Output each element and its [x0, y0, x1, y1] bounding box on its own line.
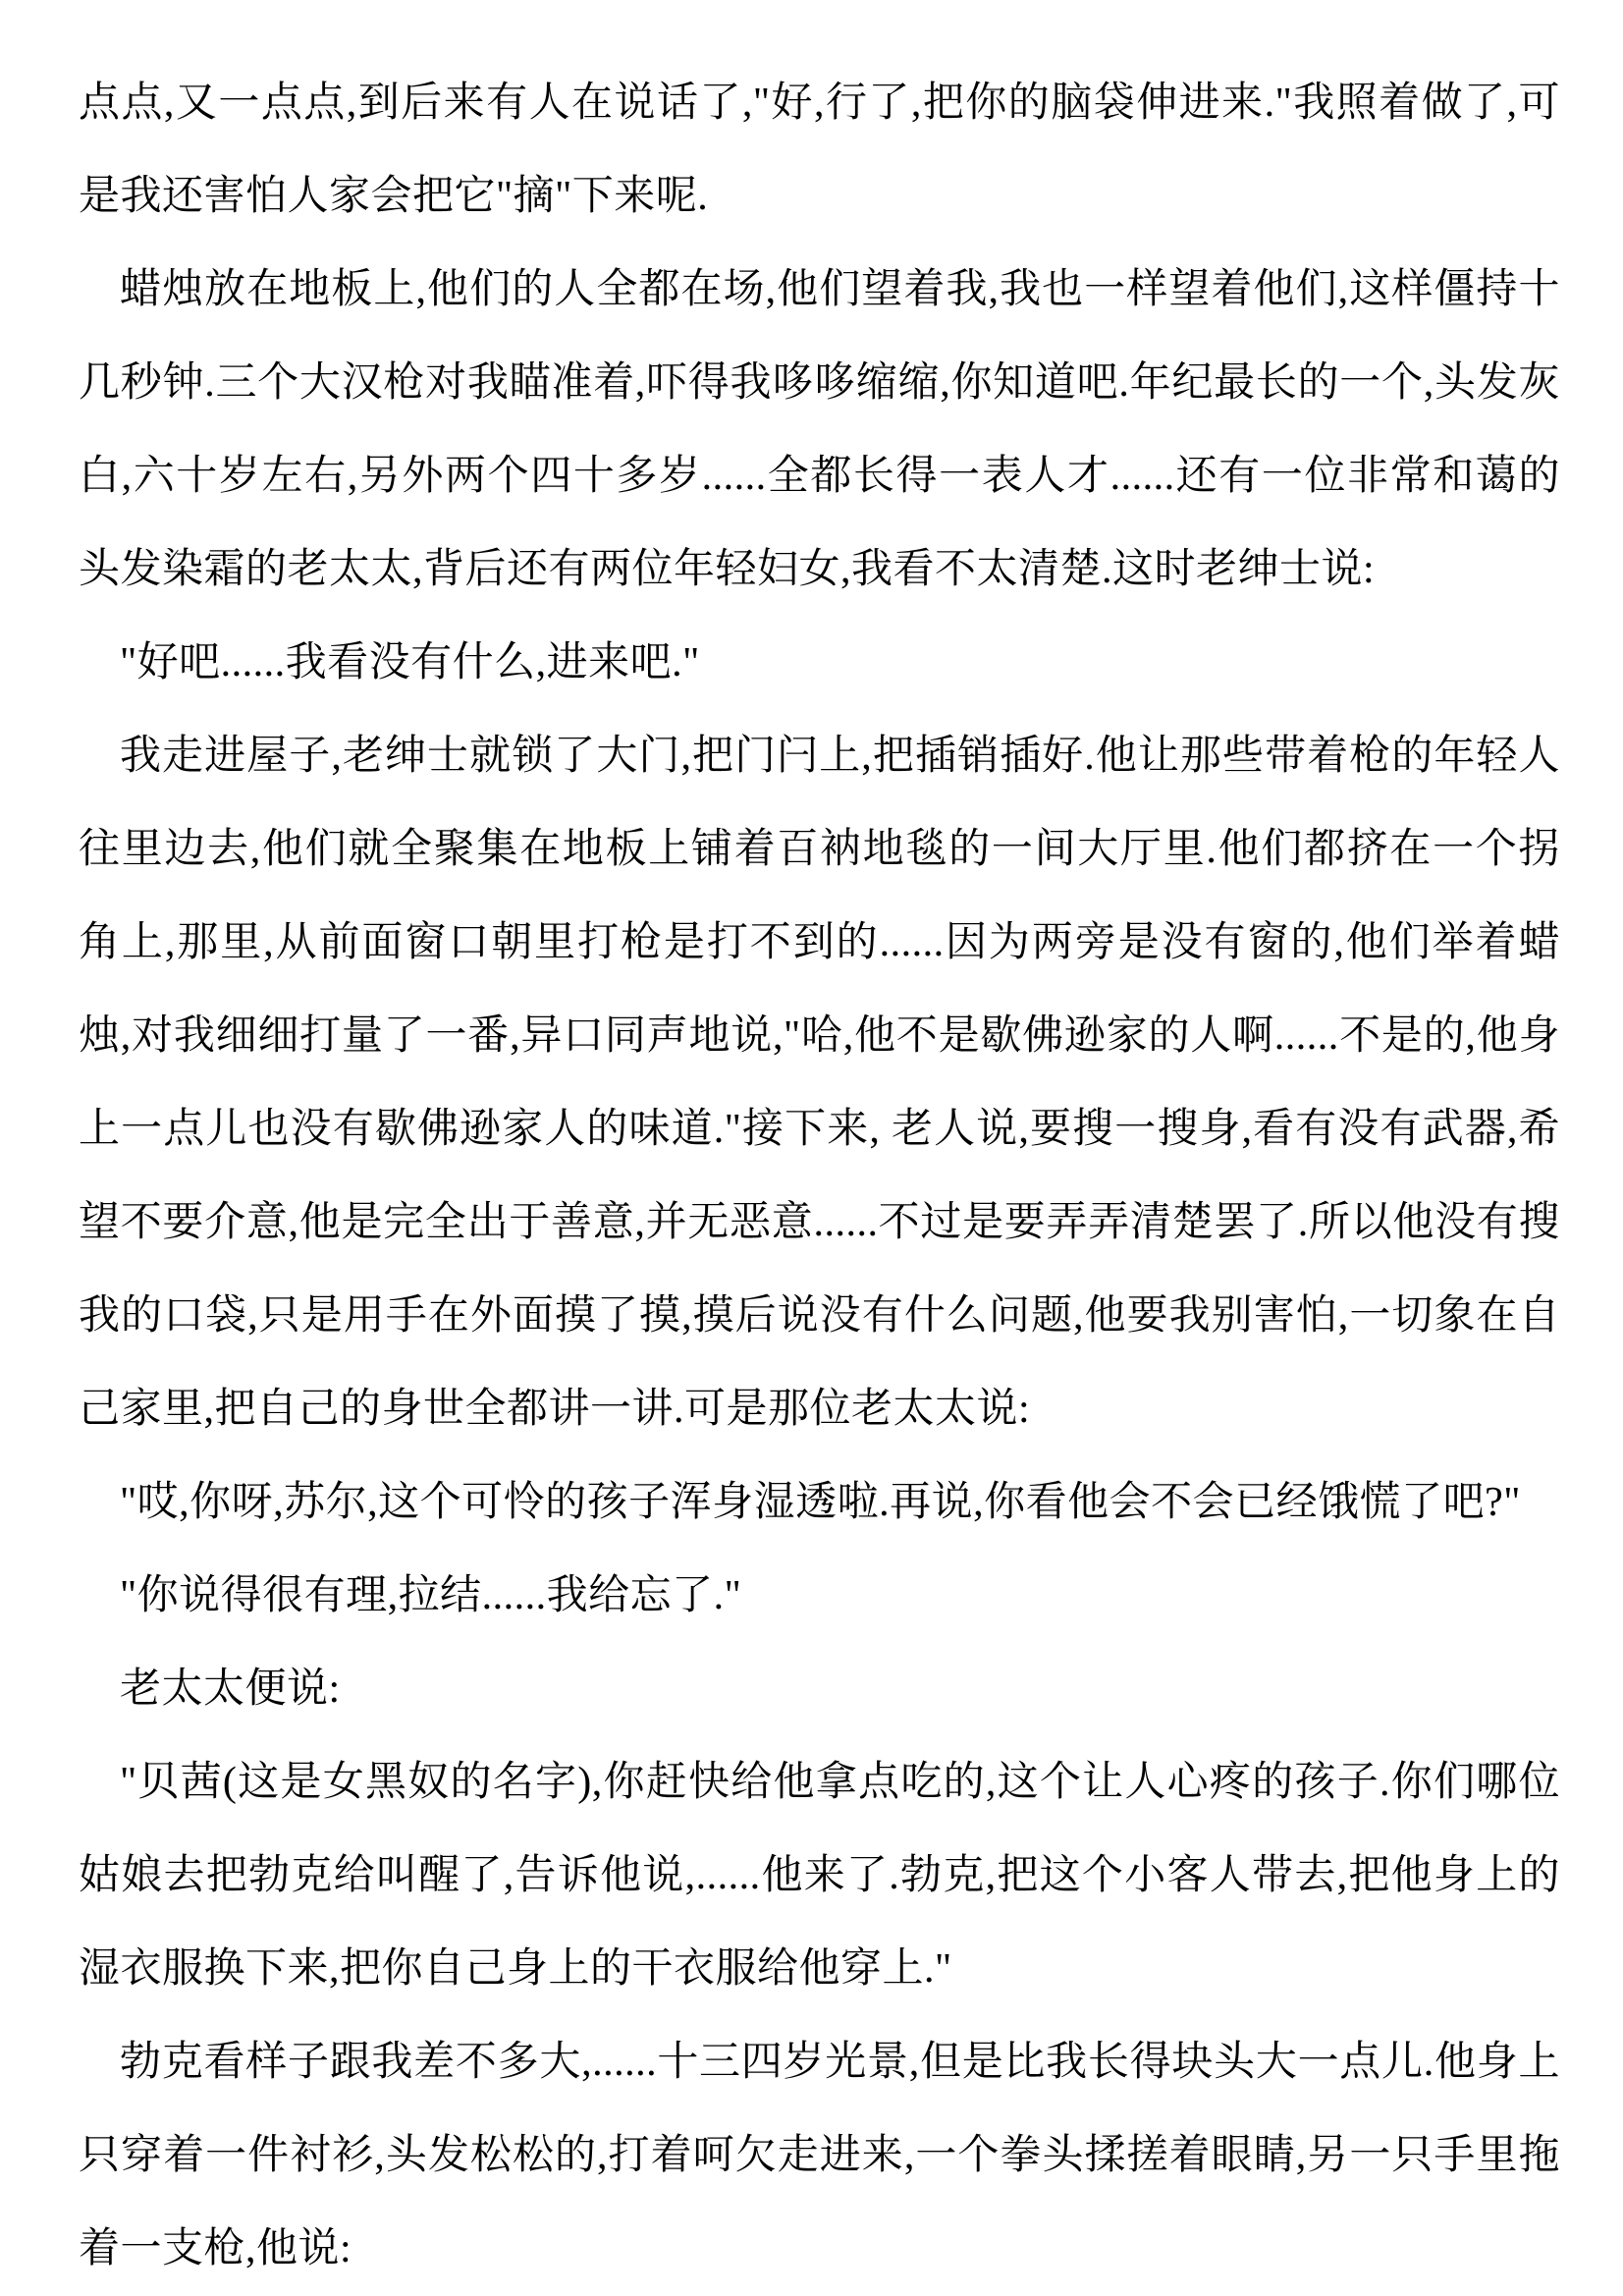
paragraph: 老太太便说:: [120, 1667, 341, 1712]
paragraph: "你说得很有理,拉结......我给忘了.": [120, 1573, 742, 1618]
paragraph: "哎,你呀,苏尔,这个可怜的孩子浑身湿透啦.再说,你看他会不会已经饿慌了吧?": [120, 1480, 1521, 1525]
paragraph: "贝茜(这是女黑奴的名字),你赶快给他拿点吃的,这个让人心疼的孩子.你们哪位姑娘去把勃克给叫醒了,告诉他说,......他来了.勃克,把这个小客人带去,把他身上的湿衣服换下来,把你自己身上的干衣服给他穿上.": [79, 1760, 1560, 1992]
paragraph: "好吧......我看没有什么,进来吧.": [120, 640, 700, 685]
paragraph: 点点,又一点点,到后来有人在说话了,"好,行了,把你的脑袋伸进来."我照着做了,可是我还害怕人家会把它"摘"下来呢.: [79, 81, 1560, 219]
paragraph: 勃克看样子跟我差不多大,......十三四岁光景,但是比我长得块头大一点儿.他身上只穿着一件衬衫,头发松松的,打着呵欠走进来,一个拳头揉搓着眼睛,另一只手里拖着一支枪,他说:: [79, 2040, 1560, 2271]
paragraph: 蜡烛放在地板上,他们的人全都在场,他们望着我,我也一样望着他们,这样僵持十几秒钟.三个大汉枪对我瞄准着,吓得我哆哆缩缩,你知道吧.年纪最长的一个,头发灰白,六十岁左右,另外两个四十多岁......全都长得一表人才......还有一位非常和蔼的头发染霜的老太太,背后还有两位年轻妇女,我看不太清楚.这时老绅士说:: [79, 267, 1560, 592]
paragraph: 我走进屋子,老绅士就锁了大门,把门闩上,把插销插好.他让那些带着枪的年轻人往里边去,他们就全聚集在地板上铺着百衲地毯的一间大厅里.他们都挤在一个拐角上,那里,从前面窗口朝里打枪是打不到的......因为两旁是没有窗的,他们举着蜡烛,对我细细打量了一番,异口同声地说,"哈,他不是歇佛逊家的人啊......不是的,他身上一点儿也没有歇佛逊家人的味道."接下来, 老人说,要搜一搜身,看有没有武器,希望不要介意,他是完全出于善意,并无恶意......不过是要弄弄清楚罢了.所以他没有搜我的口袋,只是用手在外面摸了摸,摸后说没有什么问题,他要我别害怕,一切象在自己家里,把自己的身世全都讲一讲.可是那位老太太说:: [79, 734, 1560, 1432]
